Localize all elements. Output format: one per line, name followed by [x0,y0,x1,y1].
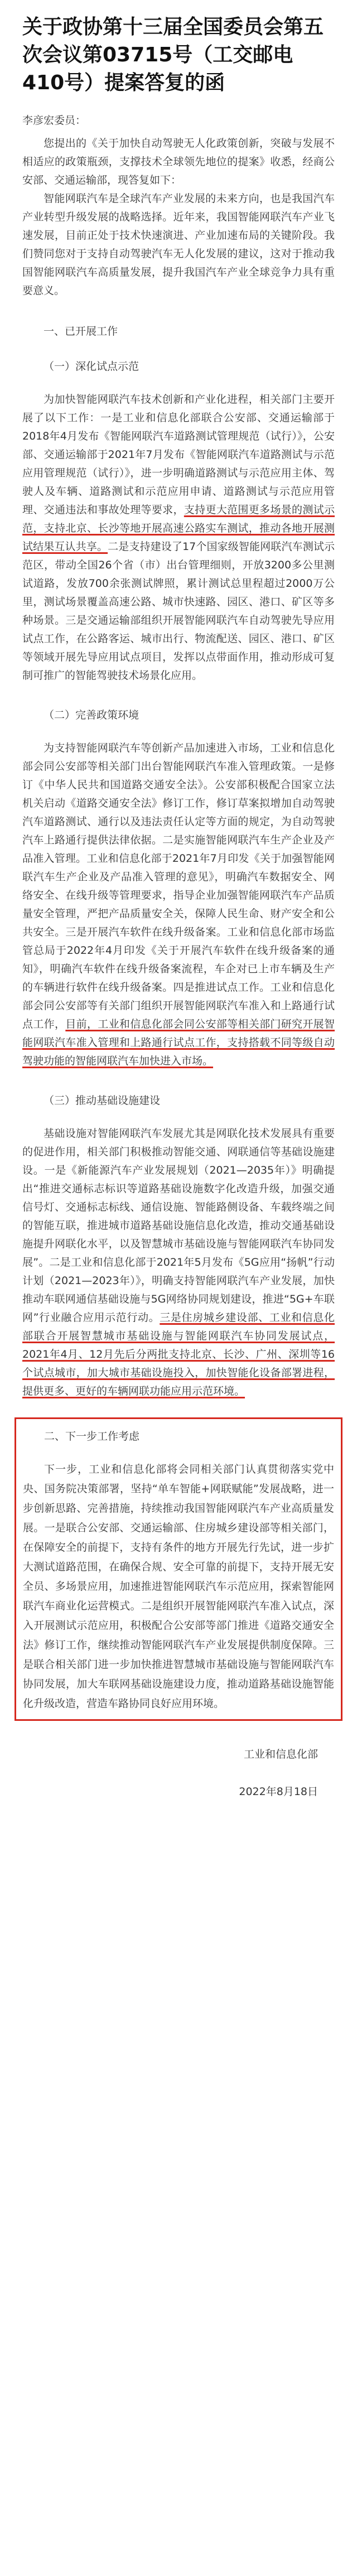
body-paragraph [22,390,335,685]
section-heading-completed-work: 一、已开展工作 [44,325,118,337]
subheading-policy-environment: （二）完善政策环境 [44,709,139,721]
signature: 工业和信息化部 [243,1748,318,1760]
paragraph-text: 二是支持建设了17个国家级智能网联汽车测试示范区，带动全国26个省（市）出台管理细则，开放3200多公里测试道路，发放700余张测试牌照，累计测试总里程超过2000万公里，测试场景覆盖高速公路、城市快速路、园区、港口、矿区等多种场景。三是交通运输部组织开展智能网联汽车自动驾驶先导应用试点工作，在公路客运、城市出行、物流配送、园区、港口、矿区等领域开展先导应用试点项目，发挥以点带面作用，推动形成可复制可推广的智能驾驶技术场景化应用。 [22,541,335,682]
body-paragraph [22,739,335,1070]
subheading-pilot-demonstration: （一）深化试点示范 [44,360,139,373]
document-date: 2022年8月18日 [239,1786,318,1798]
next-steps-heading: 二、下一步工作考虑 [44,1430,140,1443]
highlighted-text: 三是住房城乡建设部、工业和信息化部联合开展智慧城市基础设施与智能网联汽车协同发展试点，2021年4月、12月先后分两批支持北京、长沙、广州、深圳等16个试点城市，加大城市基础设施投入，加快智能化设备部署进程，提供更多、更好的车辆网联功能应用示范环境。 [22,1311,335,1397]
paragraph-text: 为支持智能网联汽车等创新产品加速进入市场，工业和信息化部会同公安部等相关部门出台智能网联汽车准入管理政策。一是修订《中华人民共和国道路交通安全法》。公安部积极配合国家立法机关启动《道路交通安全法》修订工作，修订草案拟增加自动驾驶汽车道路测试、通行以及违法责任认定等方面的规定，为自动驾驶汽车上路通行提供法律依据。二是实施智能网联汽车生产企业及产品准入管理。工业和信息化部于2021年7月印发《关于加强智能网联汽车生产企业及产品准入管理的意见》，明确汽车数据安全、网络安全、在线升级等管理要求，指导企业加强智能网联汽车产品质量安全管理，严把产品质量安全关，保障人民生命、财产安全和公共安全。三是开展汽车软件在线升级备案。工业和信息化部市场监管总局于2022年4月印发《关于开展汽车软件在线升级备案的通知》，明确汽车软件在线升级备案流程，车企对已上市车辆及生产的车辆进行软件在线升级备案。四是推进试点工作。工业和信息化部会同公安部等有关部门组织开展智能网联汽车准入和上路通行试点工作， [22,742,335,1030]
document-title: 关于政协第十三届全国委员会第五次会议第03715号（工交邮电410号）提案答复的函 [22,16,324,94]
next-steps-paragraph: 下一步，工业和信息化部将会同相关部门认真贯彻落实党中央、国务院决策部署，坚持“单车智能+网联赋能”发展战略，进一步创新思路、完善措施，持续推动我国智能网联汽车产业高质量发展。一是联合公安部、交通运输部、住房城乡建设部等相关部门，在保障安全的前提下，支持有条件的地方开展先行先试，进一步扩大测试道路范围，在确保合规、安全可靠的前提下，支持开展无安全员、多场景应用，加速推进智能网联汽车示范应用，探索智能网联汽车商业化运营模式。二是组织开展智能网联汽车准入试点，深入开展测试示范应用，积极配合公安部等部门推进《道路交通安全法》修订工作，继续推动智能网联汽车产业发展提供制度保障。三是联合相关部门进一步加快推进智慧城市基础设施与智能网联汽车协同发展，加大车联网基础设施建设力度，推动道路基础设施智能化升级改造，营造车路协同良好应用环境。 [23,1463,334,1710]
spacer [23,1446,334,1460]
subheading-infrastructure: （三）推动基础设施建设 [44,1094,161,1107]
addressee: 李彦宏委员： [22,114,86,127]
spacer [22,685,335,702]
intro-section [22,134,335,300]
highlighted-text: 目前，工业和信息化部会同公安部等相关部门研究开展智能网联汽车准入管理和上路通行试点工作，支持搭载不同等级自动驾驶功能的智能网联汽车加快进入市场。 [22,1018,335,1067]
intro-paragraph: 您提出的《关于加快自动驾驶无人化政策创新，突破与发展不相适应的政策瓶颈，支撑技术全球领先地位的提案》收悉，经商公安部、交通运输部，现答复如下： [22,137,335,186]
spacer [22,1070,335,1087]
spacer [22,1401,335,1417]
next-steps-box [15,1417,342,1721]
paragraph-text: 为加快智能网联汽车技术创新和产业化进程，相关部门主要开展了以下工作：一是工业和信息化部联合公安部、交通运输部于2018年4月发布《智能网联汽车道路测试管理规范（试行）》，公安部、交通运输部于2021年7月发布《智能网联汽车道路测试与示范应用管理规范（试行）》，进一步明确道路测试与示范应用主体、驾驶人及车辆、道路测试和示范应用申请、道路测试与示范应用管理、交通违法和事故处理等要求， [22,393,335,516]
paragraph-text: 基础设施对智能网联汽车发展尤其是网联化技术发展具有重要的促进作用，相关部门积极推动智能交通、网联通信等基础设施建设。一是《新能源汽车产业发展规划（2021—2035年）》明确提出“推进交通标志标识等道路基础设施数字化改造升级，加强交通信号灯、交通标志标线、通信设施、智能路侧设备、车载终端之间的智能互联，推进城市道路基础设施信息化改造，推动交通基础设施提升网联化水平，以及智慧城市基础设施与智能网联汽车协同发展”。二是工业和信息化部于2021年5月发布《5G应用“扬帆”行动计划（2021—2023年）》，明确支持智能网联汽车产业发展，加快推动车联网通信基础设施与5G网络协同规划建设，推进“5G+车联网”行业融合应用示范行动。 [22,1127,335,1324]
highlighted-text: 支持更大范围更多场景的测试示范，支持北京、长沙等地开展高速公路实车测试，推动各地开展测试结果互认共享。 [22,504,335,553]
intro-paragraph: 智能网联汽车是全球汽车产业发展的未来方向，也是我国汽车产业转型升级发展的战略选择。近年来，我国智能网联汽车产业飞速发展，目前正处于技术快速演进、产业加速布局的关键阶段。我们赞同您对于支持自动驾驶汽车无人化发展的建议，这对于推动我国智能网联汽车高质量发展，提升我国汽车产业全球竞争力具有重要意义。 [22,192,335,297]
body-paragraph [22,1125,335,1401]
